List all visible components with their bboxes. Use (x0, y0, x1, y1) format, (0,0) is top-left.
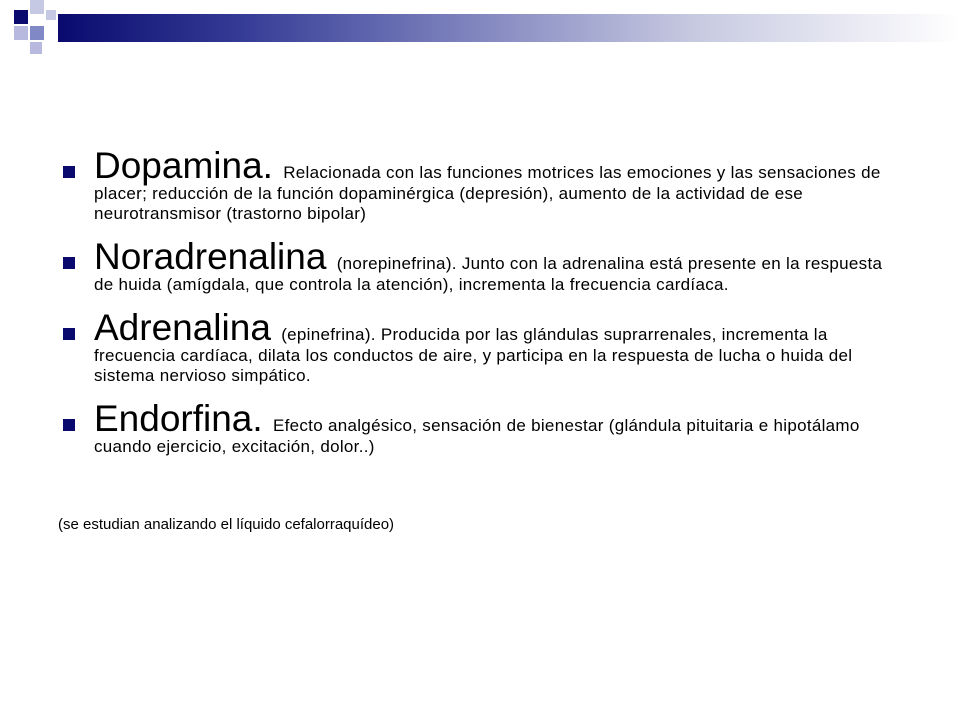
list-item (58, 145, 898, 224)
decor-square (14, 26, 28, 40)
term-label: Adrenalina (94, 307, 282, 348)
gradient-bar (58, 14, 960, 42)
square-bullet-icon (63, 419, 75, 431)
decor-square (30, 26, 44, 40)
bullet-list (58, 145, 898, 472)
list-item (58, 398, 898, 457)
term-label: Endorfina. (94, 398, 273, 439)
decor-square (30, 42, 42, 54)
footnote: (se estudian analizando el líquido cefalorraquídeo) (58, 516, 395, 533)
term-label: Dopamina. (94, 145, 284, 186)
decor-square (14, 10, 28, 24)
decor-square (46, 10, 56, 20)
term-description: (norepinefrina). Junto con la adrenalina está presente en la respuesta de huida (amígdala, que controla la atención), incrementa la frecuencia cardíaca. (94, 254, 883, 294)
square-bullet-icon (63, 257, 75, 269)
decor-square (30, 0, 44, 14)
header-decoration (0, 0, 960, 60)
term-description: Relacionada con las funciones motrices las emociones y las sensaciones de placer; reducción de la función dopaminérgica (depresión), aumento de la actividad de ese neurotransmisor (trastorno bipolar) (94, 163, 881, 223)
square-bullet-icon (63, 328, 75, 340)
list-item (58, 307, 898, 386)
list-item (58, 236, 898, 295)
square-bullet-icon (63, 166, 75, 178)
term-description: Efecto analgésico, sensación de bienestar (glándula pituitaria e hipotálamo cuando ejercicio, excitación, dolor..) (94, 416, 860, 456)
term-label: Noradrenalina (94, 236, 337, 277)
term-description: (epinefrina). Producida por las glándulas suprarrenales, incrementa la frecuencia cardíaca, dilata los conductos de aire, y participa en la respuesta de lucha o huida del sistema nervioso simpático. (94, 325, 853, 385)
